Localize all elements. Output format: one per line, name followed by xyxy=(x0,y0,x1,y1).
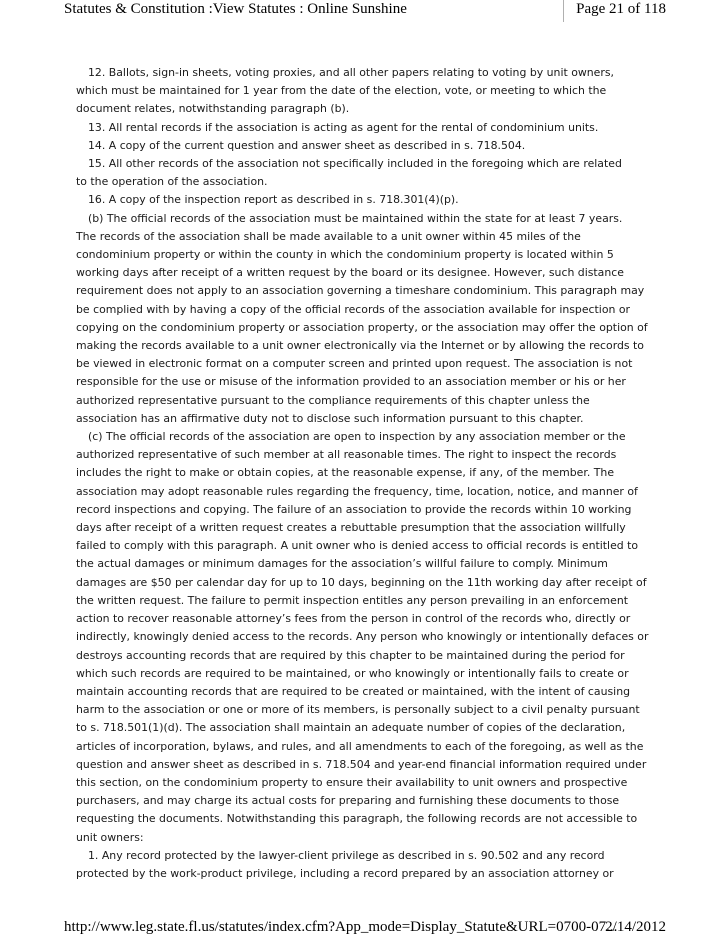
text-line: 1. Any record protected by the lawyer-client privilege as described in s. 90.502 and any record xyxy=(88,848,605,862)
text-line: days after receipt of a written request creates a rebuttable presumption that the association willfully xyxy=(76,521,626,535)
text-line: document relates, notwithstanding paragraph (b). xyxy=(76,102,350,116)
text-line: to s. 718.501(1)(d). The association shall maintain an adequate number of copies of the declaration, xyxy=(76,721,626,735)
text-line: 12. Ballots, sign-in sheets, voting proxies, and all other papers relating to voting by unit owners, xyxy=(88,66,614,79)
text-line: association may adopt reasonable rules regarding the frequency, time, location, notice, and manner of xyxy=(76,484,638,498)
text-line: purchasers, and may charge its actual costs for preparing and furnishing these documents to those xyxy=(76,794,620,808)
text-line: this section, on the condominium property to ensure their availability to unit owners and prospective xyxy=(76,775,628,789)
page-url: http://www.leg.state.fl.us/statutes/index.cfm?App_mode=Display_Statute&URL=0700-07... xyxy=(64,919,618,935)
text-line: association has an affirmative duty not to disclose such information pursuant to this chapter. xyxy=(76,411,584,425)
text-line: be viewed in electronic format on a computer screen and printed upon request. The association is not xyxy=(76,357,633,371)
text-line: which must be maintained for 1 year from the date of the election, vote, or meeting to which the xyxy=(76,84,607,98)
text-line: record inspections and copying. The failure of an association to provide the records within 10 working xyxy=(76,502,632,516)
statute-text xyxy=(76,64,649,883)
text-line: the actual damages or minimum damages for the association’s willful failure to comply. Minimum xyxy=(76,557,608,571)
text-line: 13. All rental records if the association is acting as agent for the rental of condominium units. xyxy=(88,120,599,134)
text-line: damages are $50 per calendar day for up to 10 days, beginning on the 11th working day after receipt of xyxy=(76,575,647,589)
text-line: 14. A copy of the current question and answer sheet as described in s. 718.504. xyxy=(88,138,526,152)
text-line: which such records are required to be maintained, or who knowingly or intentionally fails to create or xyxy=(76,666,629,680)
print-date: 2/14/2012 xyxy=(605,919,666,935)
text-line: authorized representative pursuant to the compliance requirements of this chapter unless the xyxy=(76,393,590,407)
text-line: working days after receipt of a written request by the board or its designee. However, such distance xyxy=(76,266,624,280)
text-line: failed to comply with this paragraph. A unit owner who is denied access to official records is entitled to xyxy=(76,539,639,553)
text-line: requesting the documents. Notwithstanding this paragraph, the following records are not accessible to xyxy=(76,812,638,826)
text-line: condominium property or within the county in which the condominium property is located within 5 xyxy=(76,248,614,262)
header-divider xyxy=(563,0,564,22)
text-line: (c) The official records of the association are open to inspection by any association member or the xyxy=(88,430,626,444)
text-line: be complied with by having a copy of the official records of the association available for inspection or xyxy=(76,302,630,316)
text-line: the written request. The failure to permit inspection entitles any person prevailing in an enforcement xyxy=(76,593,629,607)
print-header xyxy=(0,0,728,22)
text-line: harm to the association or one or more of its members, is personally subject to a civil penalty pursuant xyxy=(76,703,640,717)
text-line: making the records available to a unit owner electronically via the Internet or by allowing the records to xyxy=(76,339,644,353)
text-line: requirement does not apply to an association governing a timeshare condominium. This paragraph may xyxy=(76,284,645,298)
text-line: 16. A copy of the inspection report as described in s. 718.301(4)(p). xyxy=(88,193,459,207)
text-line: The records of the association shall be made available to a unit owner within 45 miles of the xyxy=(76,229,581,243)
text-line: protected by the work-product privilege, including a record prepared by an association attorney or xyxy=(76,866,614,880)
page-indicator: Page 21 of 118 xyxy=(576,1,666,17)
text-line: includes the right to make or obtain copies, at the reasonable expense, if any, of the member. The xyxy=(76,466,615,480)
text-line: responsible for the use or misuse of the information provided to an association member or his or her xyxy=(76,375,626,389)
text-line: unit owners: xyxy=(76,830,144,844)
text-line: authorized representative of such member at all reasonable times. The right to inspect the records xyxy=(76,448,617,462)
text-line: 15. All other records of the association not specifically included in the foregoing which are related xyxy=(88,157,622,171)
text-line: to the operation of the association. xyxy=(76,175,268,189)
text-line: copying on the condominium property or association property, or the association may offer the option of xyxy=(76,320,648,334)
text-line: question and answer sheet as described in s. 718.504 and year-end financial information required under xyxy=(76,757,647,771)
page-title: Statutes & Constitution :View Statutes : Online Sunshine xyxy=(64,1,407,17)
print-footer xyxy=(0,916,728,938)
text-line: maintain accounting records that are required to be created or maintained, with the intent of causing xyxy=(76,684,631,698)
text-line: action to recover reasonable attorney’s fees from the person in control of the records who, directly or xyxy=(76,612,631,626)
text-line: articles of incorporation, bylaws, and rules, and all amendments to each of the foregoing, as well as the xyxy=(76,739,644,753)
text-line: (b) The official records of the association must be maintained within the state for at least 7 years. xyxy=(88,211,623,225)
text-line: indirectly, knowingly denied access to the records. Any person who knowingly or intentionally defaces or xyxy=(76,630,649,644)
text-line: destroys accounting records that are required by this chapter to be maintained during the period for xyxy=(76,648,625,662)
